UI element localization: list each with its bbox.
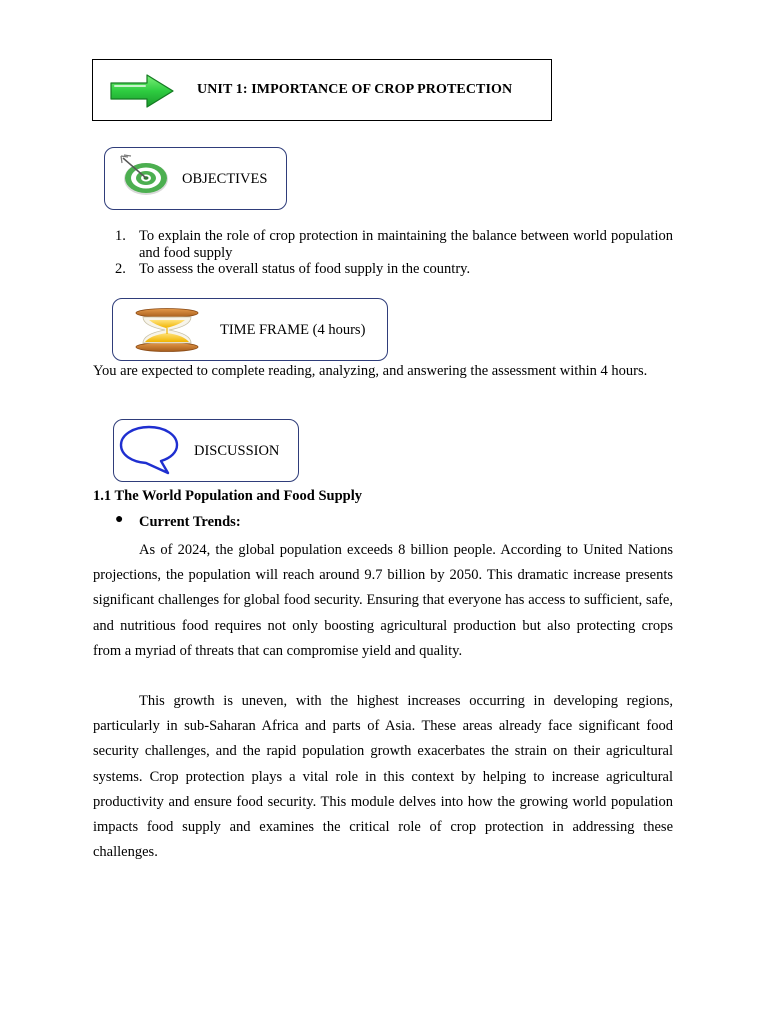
green-arrow-icon (107, 73, 177, 109)
list-item (93, 261, 673, 278)
hourglass-icon (135, 308, 199, 352)
section-heading: 1.1 The World Population and Food Supply (93, 488, 363, 504)
unit-title-box (92, 59, 552, 121)
list-number: 1. (115, 228, 126, 244)
time-frame-text: You are expected to complete reading, analyzing, and answering the assessment within 4 hours. (93, 363, 648, 379)
objective-text: To assess the overall status of food supply in the country. (139, 261, 471, 277)
objectives-label: OBJECTIVES (182, 171, 268, 187)
objectives-label-box (104, 147, 287, 210)
time-frame-label: TIME FRAME (4 hours) (220, 322, 366, 338)
time-frame-label-box (112, 298, 388, 361)
body-paragraph-2: This growth is uneven, with the highest increases occurring in developing regions, particularly in sub-Saharan Africa and parts of Asia. These areas already face significant food security challenges, and the rapid population growth exacerbates the strain on their agricultural systems. Crop protection plays a vital role in this context by helping to increase agricultural productivity and ensure food security. This module delves into how the growing world population impacts food supply and examines the critical role of crop protection in addressing these challenges. (93, 693, 673, 861)
objective-text: To explain the role of crop protection in maintaining the balance between world population and food supply (139, 228, 673, 261)
list-item (93, 228, 673, 261)
body-paragraph-1: As of 2024, the global population exceeds 8 billion people. According to United Nations projections, the population will reach around 9.7 billion by 2050. This dramatic increase presents significant challenges for global food security. Ensuring that everyone has access to sufficient, safe, and nutritious food requires not only boosting agricultural production but also protecting crops from a myriad of threats that can compromise yield and quality. (93, 542, 673, 659)
unit-title: UNIT 1: IMPORTANCE OF CROP PROTECTION (197, 82, 513, 97)
objectives-list (93, 228, 673, 278)
list-number: 2. (115, 261, 126, 277)
target-icon (119, 154, 173, 196)
speech-bubble-icon (118, 424, 180, 476)
bullet-icon: ● (115, 512, 124, 527)
discussion-label: DISCUSSION (194, 443, 280, 459)
discussion-label-box (113, 419, 299, 482)
bullet-label: Current Trends: (139, 514, 241, 530)
